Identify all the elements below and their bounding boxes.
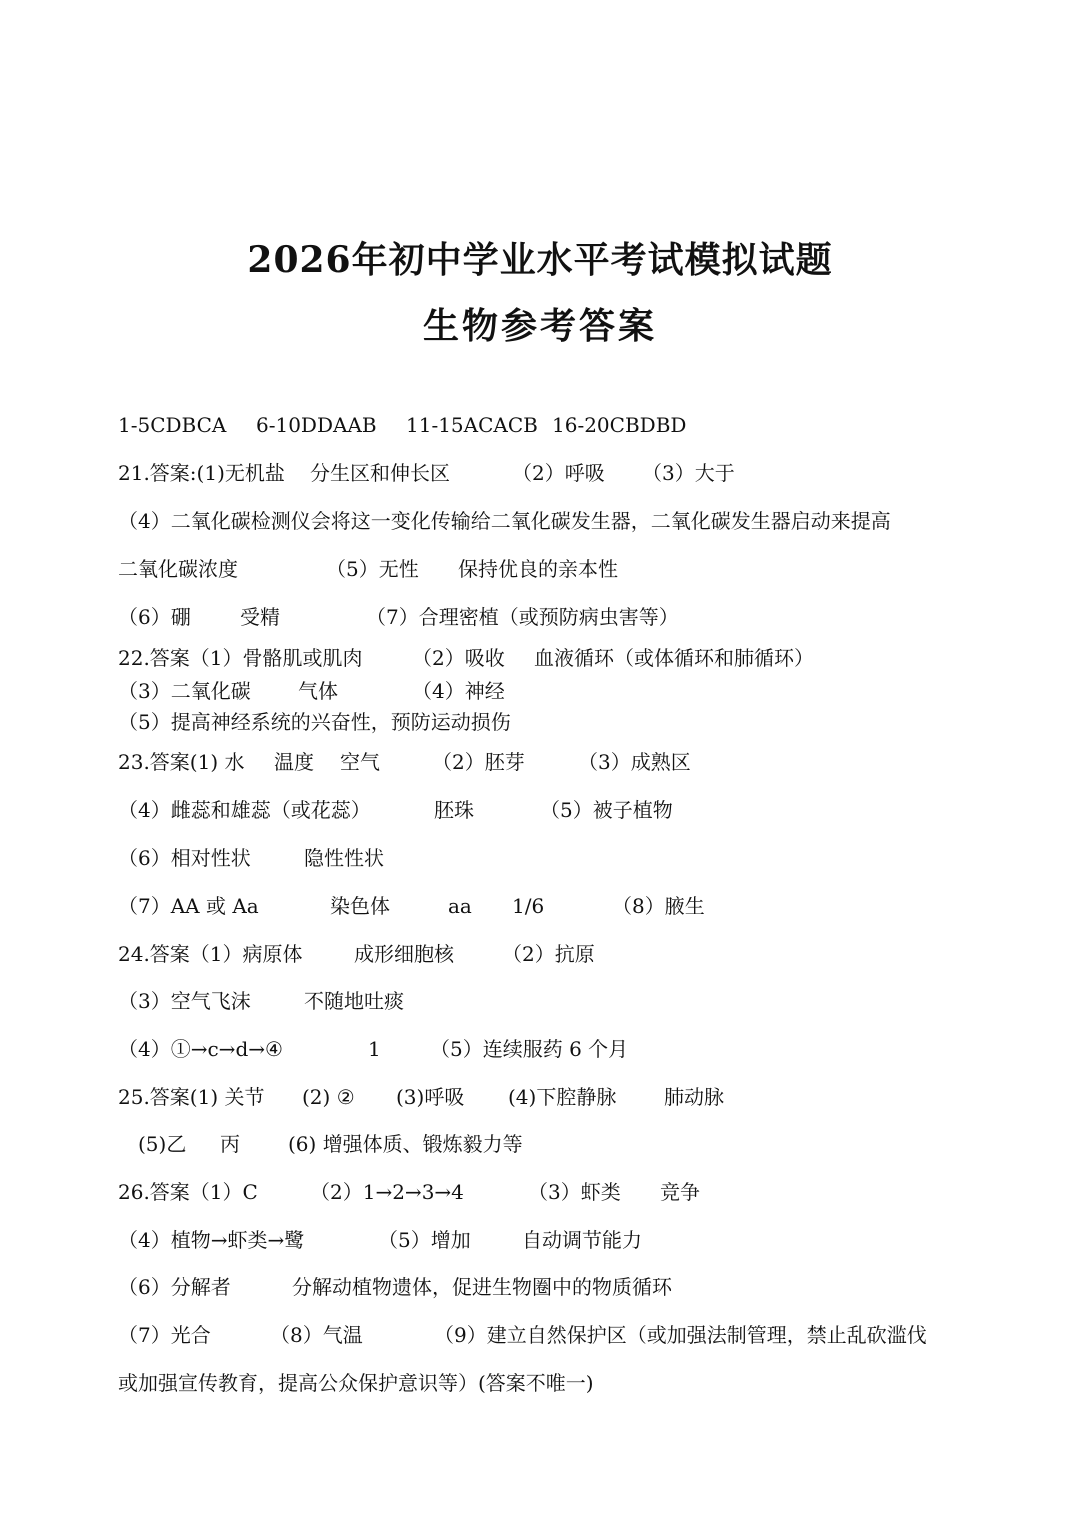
answer-text: 25.答案(1) 关节 bbox=[118, 1085, 265, 1109]
page-subtitle: 生物参考答案 bbox=[422, 305, 657, 347]
answer-text: 血液循环（或体循环和肺循环） bbox=[534, 646, 814, 670]
answer-text: （2）1→2→3→4 bbox=[310, 1180, 464, 1204]
answer-text: （4）二氧化碳检测仪会将这一变化传输给二氧化碳发生器，二氧化碳发生器启动来提高 bbox=[118, 509, 891, 533]
answer-text: （5）提高神经系统的兴奋性，预防运动损伤 bbox=[118, 710, 511, 734]
answer-text: （3）成熟区 bbox=[578, 750, 691, 774]
answer-text: 1-5CDBCA bbox=[118, 413, 227, 437]
answer-text: 1 bbox=[368, 1037, 381, 1061]
answer-text: (6) 增强体质、锻炼毅力等 bbox=[288, 1132, 523, 1156]
answer-text: 22.答案（1）骨骼肌或肌肉 bbox=[118, 646, 363, 670]
answer-text: 或加强宣传教育，提高公众保护意识等）(答案不唯一) bbox=[118, 1371, 594, 1395]
answer-text: （4）雌蕊和雄蕊（或花蕊） bbox=[118, 798, 371, 822]
answer-text: 隐性性状 bbox=[304, 846, 384, 870]
answer-text: （2）吸收 bbox=[412, 646, 505, 670]
answer-text: （6）硼 bbox=[118, 605, 191, 629]
answer-text: （6）分解者 bbox=[118, 1275, 231, 1299]
answer-text: （5）增加 bbox=[378, 1228, 471, 1252]
answer-text: （4）植物→虾类→鹭 bbox=[118, 1228, 305, 1252]
answer-text: （7）AA 或 Aa bbox=[118, 894, 259, 918]
answer-text: 成形细胞核 bbox=[354, 942, 454, 966]
answer-text: 胚珠 bbox=[434, 798, 474, 822]
answer-text: 不随地吐痰 bbox=[304, 989, 404, 1013]
answer-text: （9）建立自然保护区（或加强法制管理，禁止乱砍滥伐 bbox=[434, 1323, 927, 1347]
answer-text: （3）大于 bbox=[642, 461, 735, 485]
answer-text: 丙 bbox=[220, 1132, 240, 1156]
answer-text: （8）气温 bbox=[270, 1323, 363, 1347]
answer-text: （4）①→c→d→④ bbox=[118, 1037, 283, 1061]
answer-text: 24.答案（1）病原体 bbox=[118, 942, 303, 966]
answer-text: (4)下腔静脉 bbox=[508, 1085, 617, 1109]
answer-text: (3)呼吸 bbox=[396, 1085, 465, 1109]
answer-text: (2) ② bbox=[302, 1085, 355, 1109]
answer-text: （2）呼吸 bbox=[512, 461, 605, 485]
answer-text: （3）空气飞沫 bbox=[118, 989, 251, 1013]
answer-text: (5)乙 bbox=[138, 1132, 187, 1156]
answer-text: 温度 bbox=[274, 750, 314, 774]
answer-text: 21.答案:(1)无机盐 bbox=[118, 461, 285, 485]
answer-text: 受精 bbox=[240, 605, 280, 629]
answer-text: 分解动植物遗体，促进生物圈中的物质循环 bbox=[292, 1275, 672, 1299]
answer-text: 16-20CBDBD bbox=[552, 413, 687, 437]
answer-text: 分生区和伸长区 bbox=[310, 461, 450, 485]
answer-text: （2）抗原 bbox=[502, 942, 595, 966]
answer-text: （3）二氧化碳 bbox=[118, 679, 251, 703]
answer-text: 23.答案(1) 水 bbox=[118, 750, 245, 774]
answer-text: 26.答案（1）C bbox=[118, 1180, 258, 1204]
answer-text: （5）连续服药 6 个月 bbox=[430, 1037, 629, 1061]
answer-text: （5）被子植物 bbox=[540, 798, 673, 822]
answer-text: 竞争 bbox=[660, 1180, 700, 1204]
answer-text: 气体 bbox=[298, 679, 338, 703]
answer-text: 自动调节能力 bbox=[522, 1228, 642, 1252]
answer-text: （6）相对性状 bbox=[118, 846, 251, 870]
answer-text: （5）无性 bbox=[326, 557, 419, 581]
answer-text: 染色体 bbox=[330, 894, 390, 918]
answer-text: （3）虾类 bbox=[528, 1180, 621, 1204]
answer-text: 肺动脉 bbox=[664, 1085, 724, 1109]
answer-text: 二氧化碳浓度 bbox=[118, 557, 238, 581]
answer-text: 6-10DDAAB bbox=[256, 413, 377, 437]
answer-text: 11-15ACACB bbox=[406, 413, 538, 437]
answer-text: 空气 bbox=[340, 750, 380, 774]
answer-text: 保持优良的亲本性 bbox=[458, 557, 618, 581]
answer-text: （8）腋生 bbox=[612, 894, 705, 918]
answer-text: （7）光合 bbox=[118, 1323, 211, 1347]
answer-text: aa bbox=[448, 894, 472, 918]
answer-text: 1/6 bbox=[512, 894, 545, 918]
answer-text: （2）胚芽 bbox=[432, 750, 525, 774]
page-title: 2026年初中学业水平考试模拟试题 bbox=[247, 239, 833, 281]
answer-text: （4）神经 bbox=[412, 679, 505, 703]
answer-text: （7）合理密植（或预防病虫害等） bbox=[366, 605, 679, 629]
